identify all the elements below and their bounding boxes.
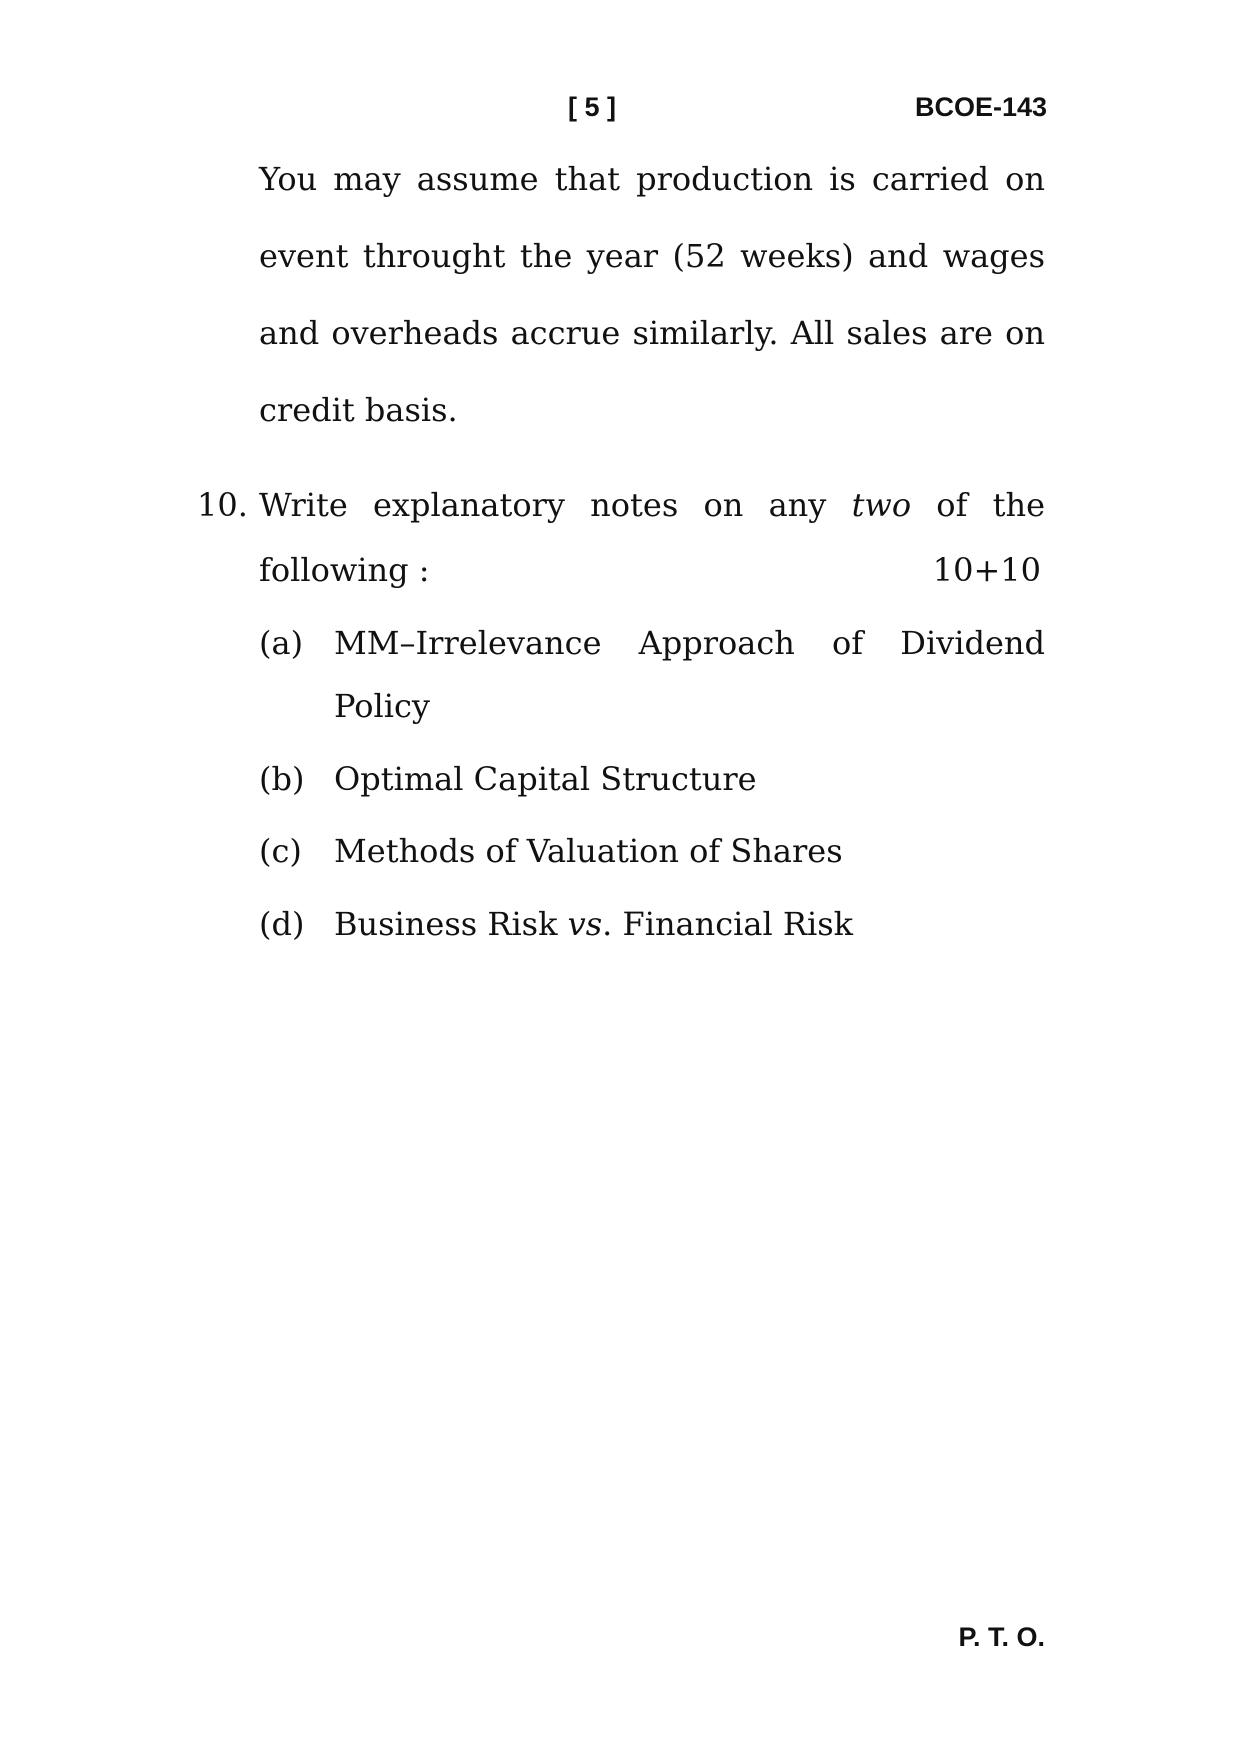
item-d-label: (d): [259, 905, 305, 943]
item-b-text: Optimal Capital Structure: [334, 760, 757, 798]
question-number: 10.: [197, 486, 248, 524]
item-a-text-line-1: MM–Irrelevance Approach of Dividend: [334, 624, 1045, 662]
question-text-line-1: [259, 486, 1045, 524]
item-a-label: (a): [259, 624, 304, 662]
item-d-text-after: . Financial Risk: [602, 905, 854, 943]
continuation-line-1: You may assume that production is carried on: [259, 160, 1045, 198]
continuation-line-2: event throught the year (52 weeks) and wages: [259, 237, 1045, 275]
item-d-text-before: Business Risk: [334, 905, 558, 943]
item-d-emphasis: vs: [567, 905, 603, 943]
question-emphasis: two: [851, 486, 912, 524]
item-c-text: Methods of Valuation of Shares: [334, 832, 843, 870]
please-turn-over: P. T. O.: [958, 1622, 1045, 1652]
continuation-line-3: and overheads accrue similarly. All sales are on: [259, 314, 1045, 352]
page-number: [ 5 ]: [568, 92, 617, 122]
item-c-label: (c): [259, 832, 302, 870]
question-marks: 10+10: [932, 551, 1041, 589]
item-a-text-line-2: Policy: [334, 687, 430, 725]
item-d-text: [334, 905, 853, 943]
item-b-label: (b): [259, 760, 305, 798]
question-text-before: Write explanatory notes on any: [259, 486, 827, 524]
question-text-after: of the: [936, 486, 1046, 524]
paper-code: BCOE-143: [914, 92, 1047, 122]
question-text-line-2: following :: [259, 551, 430, 589]
continuation-line-4: credit basis.: [259, 391, 458, 429]
